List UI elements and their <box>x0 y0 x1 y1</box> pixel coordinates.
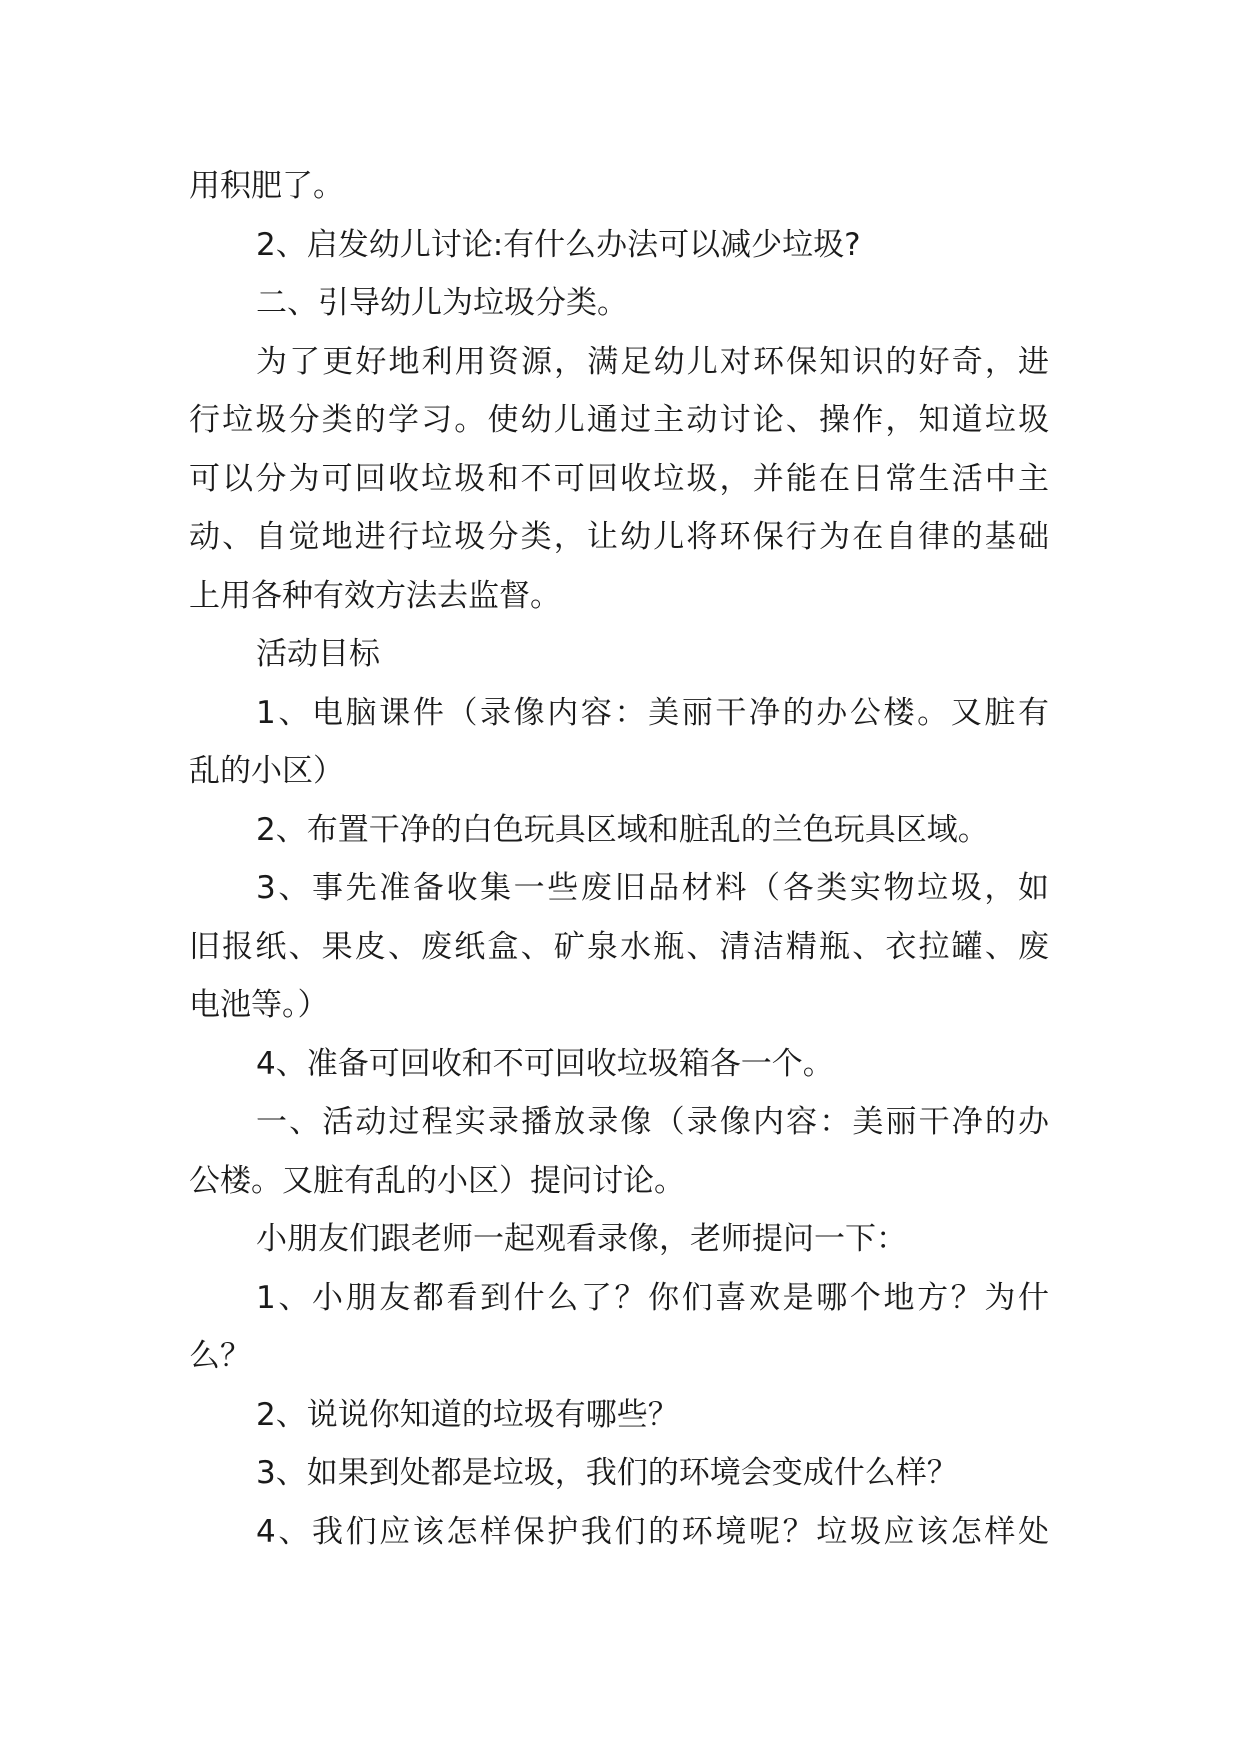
text-line: 二、引导幼儿为垃圾分类。 <box>256 285 628 321</box>
text-line: 2、启发幼儿讨论:有什么办法可以减少垃圾? <box>256 227 861 263</box>
text-line: 3、如果到处都是垃圾，我们的环境会变成什么样？ <box>256 1455 958 1491</box>
text-line: 小朋友们跟老师一起观看录像，老师提问一下： <box>256 1221 907 1257</box>
text-line: 2、说说你知道的垃圾有哪些？ <box>256 1397 679 1433</box>
text-line: 电池等。） <box>189 987 329 1023</box>
text-line: 可以分为可回收垃圾和不可回收垃圾，并能在日常生活中主 <box>189 461 1049 497</box>
text-line: 上用各种有效方法去监督。 <box>189 578 561 614</box>
text-line: 动、自觉地进行垃圾分类，让幼儿将环保行为在自律的基础 <box>189 519 1049 555</box>
text-line: 用积肥了。 <box>189 168 344 204</box>
text-line: 1、小朋友都看到什么了？你们喜欢是哪个地方？为什 <box>256 1280 1049 1316</box>
text-line: 3、事先准备收集一些废旧品材料（各类实物垃圾，如 <box>256 870 1049 906</box>
text-line: 为了更好地利用资源，满足幼儿对环保知识的好奇，进 <box>256 344 1049 380</box>
text-line: 2、布置干净的白色玩具区域和脏乱的兰色玩具区域。 <box>256 812 989 848</box>
text-line: 4、准备可回收和不可回收垃圾箱各一个。 <box>256 1046 834 1082</box>
section-heading: 活动目标 <box>256 636 380 672</box>
text-line: 一、活动过程实录播放录像（录像内容：美丽干净的办 <box>256 1104 1049 1140</box>
text-line: 行垃圾分类的学习。使幼儿通过主动讨论、操作，知道垃圾 <box>189 402 1049 438</box>
text-line: 4、我们应该怎样保护我们的环境呢？垃圾应该怎样处 <box>256 1514 1049 1550</box>
text-line: 公楼。又脏有乱的小区）提问讨论。 <box>189 1163 685 1199</box>
text-line: 乱的小区） <box>189 753 344 789</box>
text-line: 么？ <box>189 1338 251 1374</box>
text-line: 1、电脑课件（录像内容：美丽干净的办公楼。又脏有 <box>256 695 1049 731</box>
text-line: 旧报纸、果皮、废纸盒、矿泉水瓶、清洁精瓶、衣拉罐、废 <box>189 929 1049 965</box>
